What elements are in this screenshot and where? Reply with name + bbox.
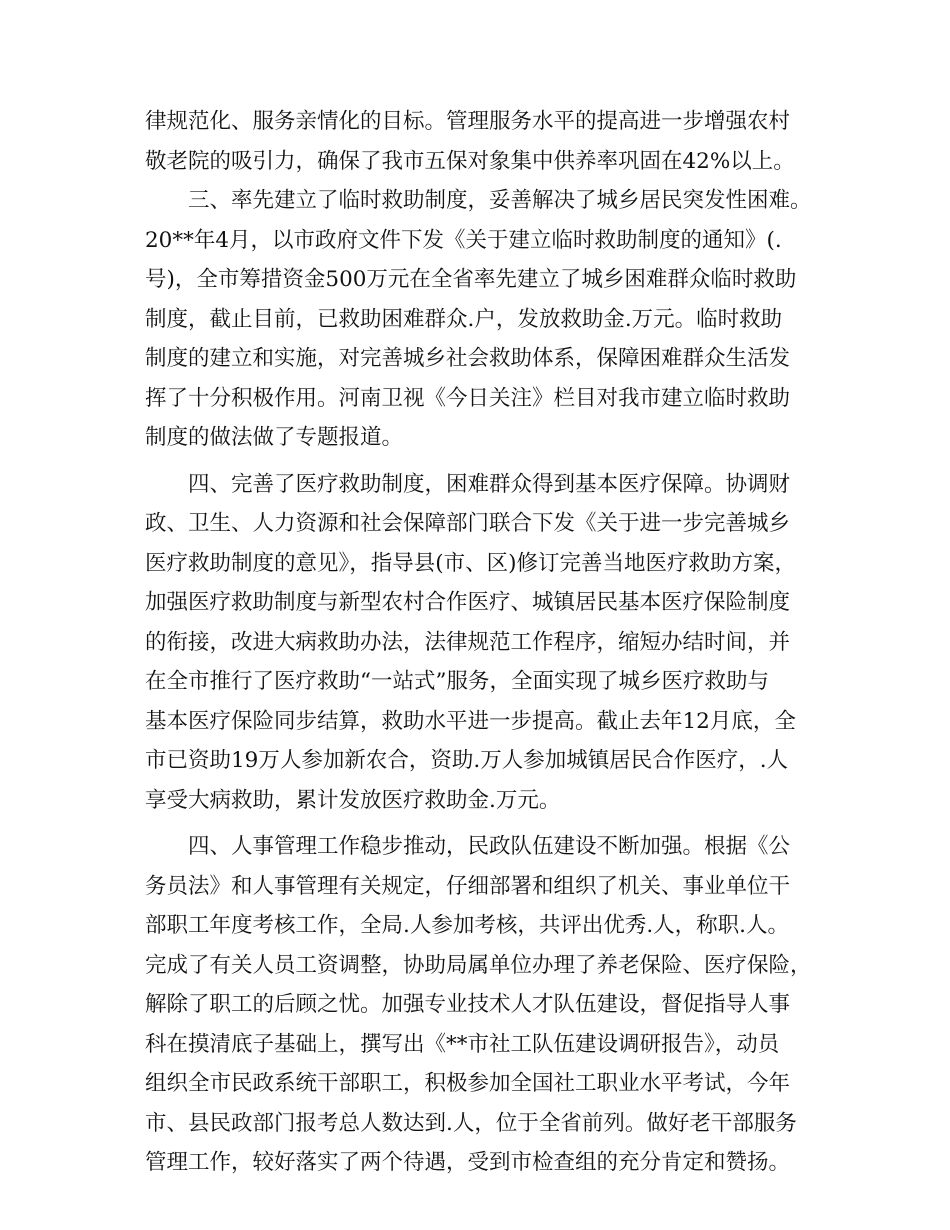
section-heading-4a: 四、完善了医疗救助制度，困难群众得到基本医疗保障。协调财 [188, 471, 791, 497]
document-page [145, 102, 815, 1183]
text-line-15: 在全市推行了医疗救助“一站式”服务，全面实现了城乡医疗救助与 [145, 669, 769, 694]
text-line-24: 科在摸清底子基础上，撰写出《**市社工队伍建设调研报告》，动员 [145, 1031, 780, 1057]
text-line-17: 市已资助19万人参加新农合，资助.万人参加城镇居民合作医疗，.人 [145, 748, 789, 773]
text-line-25: 组织全市民政系统干部职工，积极参加全国社工职业水平考试，今年 [145, 1071, 791, 1096]
text-line-22: 完成了有关人员工资调整，协助局属单位办理了养老保险、医疗保险， [145, 952, 812, 978]
text-line-6: 制度，截止目前，已救助困难群众.户，发放救助金.万元。临时救助 [145, 306, 783, 332]
text-line-18: 享受大病救助，累计发放医疗救助金.万元。 [145, 787, 561, 813]
text-line-23: 解除了职工的后顾之忧。加强专业技术人才队伍建设，督促指导人事 [145, 992, 791, 1017]
text-line-26: 市、县民政部门报考总人数达到.人，位于全省前列。做好老干部服务 [145, 1110, 797, 1136]
text-line-2: 敬老院的吸引力，确保了我市五保对象集中供养率巩固在42%以上。 [145, 148, 795, 174]
text-line-1: 律规范化、服务亲情化的目标。管理服务水平的提高进一步增强农村 [145, 109, 791, 134]
text-line-21: 部职工年度考核工作，全局.人参加考核，共评出优秀.人，称职.人。 [145, 913, 790, 938]
text-line-20: 务员法》和人事管理有关规定，仔细部署和组织了机关、事业单位干 [145, 873, 791, 899]
text-line-11: 政、卫生、人力资源和社会保障部门联合下发《关于进一步完善城乡 [145, 511, 791, 536]
text-line-16: 基本医疗保险同步结算，救助水平进一步提高。截止去年12月底，全 [145, 708, 796, 734]
text-line-27: 管理工作，较好落实了两个待遇，受到市检查组的充分肯定和赞扬。 [145, 1150, 791, 1175]
text-line-12: 医疗救助制度的意见》，指导县(市、区)修订完善当地医疗救助方案， [145, 550, 797, 576]
text-line-7: 制度的建立和实施，对完善城乡社会救助体系，保障困难群众生活发 [145, 346, 791, 371]
text-line-14: 的衔接，改进大病救助办法，法律规范工作程序，缩短办结时间，并 [145, 629, 791, 655]
text-line-4: 20**年4月，以市政府文件下发《关于建立临时救助制度的通知》(. [145, 227, 782, 253]
section-heading-4b: 四、人事管理工作稳步推动，民政队伍建设不断加强。根据《公 [188, 834, 791, 859]
text-line-13: 加强医疗救助制度与新型农村合作医疗、城镇居民基本医疗保险制度 [145, 590, 791, 615]
text-line-8: 挥了十分积极作用。河南卫视《今日关注》栏目对我市建立临时救助 [145, 385, 791, 411]
text-line-9: 制度的做法做了专题报道。 [145, 425, 404, 450]
section-heading-3: 三、率先建立了临时救助制度，妥善解决了城乡居民突发性困难。 [188, 188, 812, 213]
text-line-5: 号)，全市筹措资金500万元在全省率先建立了城乡困难群众临时救助 [145, 267, 797, 292]
